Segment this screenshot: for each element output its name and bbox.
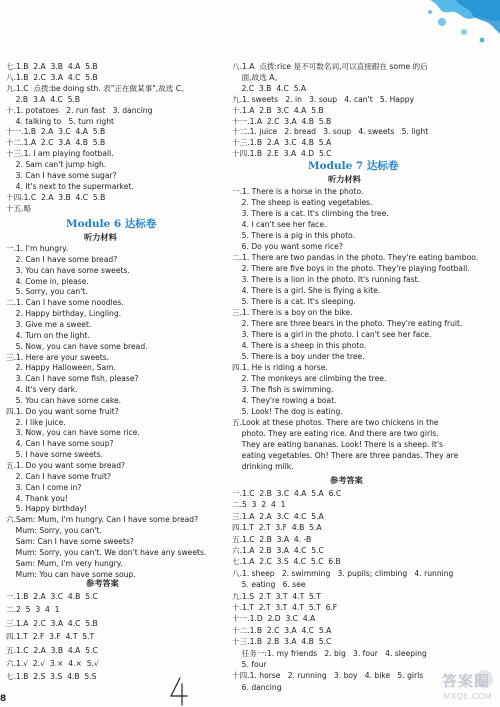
listening-line: 2. The monkeys are climbing the tree. [232,374,387,383]
answer-line: 任务一:1. my friends 2. big 3. four 4. sleeping [232,648,427,658]
answer-line: 面,故选 A。 [232,72,283,82]
answer-line: 四.1.T 2.F 3.F 4.T 5.T [6,632,95,642]
answer-line: 2.C 3.B 4.C 5.A [232,83,307,93]
answer-line: 4. talking to 5. turn right [6,116,114,126]
listening-line: 三.1. Here are your sweets. [6,352,110,362]
answer-line: 五.1.C 2.A 3.B 4.A 5.C [6,645,98,655]
answer-line: 3. Can I have some sugar? [6,171,117,180]
answer-line: 四.1.T 2.T 3.F 4.B 5.A [232,523,322,533]
answer-line: 十三.1.B 2.A 3.C 4.B 5.A [232,138,332,148]
listening-line: 4. There is a sheep in this photo. [232,341,367,350]
listening-line: 4. I can't see her face. [232,220,327,229]
listening-line: 5. There is a pig in this photo. [232,231,355,240]
listening-line: 4. Come in, please. [6,276,89,286]
listening-line: 2. There are five boys in the photo. They're playing football. [232,264,470,273]
listening-line: 3. There is a girl in the photo. I can't see her face. [232,330,432,339]
answer-line: 十二.1.B 2.C 3.A 4.C 5.A [232,625,332,635]
listening-line: drinking milk. [232,462,294,471]
answer-line: 八.1.A 点拨:rice 是不可数名词,可以直接跟在 some 的后 [232,62,428,71]
answer-line: 一.1.B 2.A 3.C 4.B 5.C [6,592,98,601]
listening-line: 四.1. He is riding a horse. [232,363,328,372]
listening-line: 一.1. I'm hungry. [6,244,69,253]
answer-line: 5. eating 6. see [232,580,306,590]
listening-line: 五.Look at these photos. There are two chickens in the [232,418,439,427]
listening-line: 4. It's very dark. [6,385,78,395]
answer-line: 十四.1. horse 2. running 3. boy 4. bike 5. girls [232,671,424,681]
listening-line: 5. Sorry, you can't. [6,287,88,297]
listening-line: 三.1. There is a boy on the bike. [232,308,353,317]
listening-line: 2. There are three bears in the photo. They're eating fruit. [232,319,463,328]
listening-line: Sam: Can I have some sweets? [6,536,134,546]
module6-title: Module 6 达标卷 [66,218,157,230]
listening-line: 五.1. Do you want some bread? [6,461,126,470]
answer-line: 十.1.A 2.B 3.C 4.A 5.B [232,105,324,115]
page-number: 8 [0,694,7,704]
listening-line: Mum: You can have some soup. [6,569,136,579]
watermark-url: MXQE.COM [443,692,492,701]
listening-line: 3. Now, you can have some rice. [6,428,140,438]
answer-line: 二.5 3 2 4 1 [232,500,286,510]
answer-line: 2. Sam can't jump high. [6,160,107,170]
answer-line: 十四.1.C 2.A 3.B 4.C 5.B [6,192,106,202]
answer-line: 七.1.A 2.C 3.S 4.C 5.C 6.B [232,557,341,567]
module6-answers-title: 参考答案 [86,578,119,588]
listening-line: 5. You can have some cake. [6,395,122,405]
answer-line: 五.1.C 2.B 3.A 4. -B [232,534,312,544]
listening-line: 5. Happy birthday! [6,504,88,514]
listening-line: 3. Give me a sweet. [6,319,92,329]
listening-line: 2. The sheep is eating vegetables. [232,198,373,207]
module7-answers-title: 参考答案 [330,475,363,485]
answer-line: 七.1.B 2.A 3.B 4.A 5.B [6,62,98,71]
answer-line: 十五.略 [6,203,32,213]
listening-line: 5. I have some sweets. [6,450,103,460]
answer-line: 4. It's next to the supermarket. [6,181,134,191]
listening-line: 3. Can I come in? [6,482,82,492]
listening-line: 3. The fish is swimming. [232,385,334,394]
listening-line: 3. There is a lion in the photo. It's running fast. [232,275,420,284]
listening-line: 四.1. Do you want some fruit? [6,406,119,416]
blue-splash-decoration [390,0,500,52]
listening-line: 六.Sam: Mum, I'm hungry. Can I have some bread? [6,515,199,525]
answer-line: 九.1. sweets 2. in 3. soup 4. can't 5. Happy [232,94,415,104]
listening-line: eating vegetables. Oh! There are three pandas. They are [232,451,459,460]
listening-line: 2. Can I have some fruit? [6,471,112,481]
module7-title: Module 7 达标卷 [308,160,399,172]
answer-line: 三.1.A 2.C 3.A 4.C 5.B [6,618,98,628]
listening-line: 2. I like juice. [6,417,66,427]
module7-subtitle: 听力材料 [328,174,361,184]
answer-line: 十一.1.B 2.A 3.C 4.A 5.B [6,127,106,137]
listening-line: 2. Happy Halloween, Sam. [6,363,116,373]
listening-line: 3. Can I have some fish, please? [6,374,139,384]
answer-line: 十.1. potatoes 2. run fast 3. dancing [6,105,153,115]
listening-line: Mum: Sorry, you can't. We don't have any sweets. [6,547,207,557]
answer-line: 十四.1.B 2.E 3.A 4.D 5.C [232,149,332,159]
answer-line: 六.1.√ 2.√ 3.× 4.× 5.√ [6,659,99,668]
listening-line: 3. There is a cat. It's climbing the tree. [232,209,389,218]
answer-line: 十一.1.A 2.C 3.A 4.B 5.B [232,116,332,126]
listening-line: 6. Do you want some rice? [232,242,343,251]
answer-line: 三.1.A 2.A 3.C 4.C 5.A [232,511,324,521]
answer-line: 十.1.T 2.T 3.T 4.T 5.T 6.F [232,603,338,612]
listening-line: 4. They're rowing a boat. [232,396,337,405]
answer-line: 二.2 5 3 4 1 [6,605,60,615]
listening-line: 3. You can have some sweets. [6,265,130,275]
listening-line: 5. There is a cat. It's sleeping. [232,297,356,306]
answer-line: 十二.1.A 2.C 3.A 4.B 5.B [6,138,106,148]
watermark-text: 答案圈 [441,673,490,690]
listening-line: 4. Can I have some soup? [6,439,114,449]
answer-line: 六.1.A 2.B 3.A 4.C 5.C [232,546,324,555]
listening-line: 二.1. Can I have some noodles. [6,298,124,308]
answer-line: 6. dancing [232,682,282,692]
listening-line: Mum: Sorry, you can't. [6,526,102,536]
answer-line: 十三.1. I am playing football. [6,149,114,159]
listening-line: 5. Look! The dog is eating. [232,407,343,416]
answer-line: 5. four [232,660,267,669]
listening-line: 二.1. There are two pandas in the photo. They're eating bamboo. [232,253,479,262]
listening-line: They are eating bananas. Look! There is a sheep. It's [232,440,444,449]
handwritten-mark-icon [168,676,190,706]
answer-line: 十三.1.B 2.B 3.A 4.B 5.C [232,637,332,647]
listening-line: 4. Thank you! [6,493,69,503]
answer-line: 十一.1.D 2.D 3.C 4.A [232,614,316,624]
listening-line: 2. Happy birthday, Lingling. [6,309,122,319]
listening-line: photo. They are eating rice. And there are two girls. [232,429,439,438]
answer-line: 一.1.C 2.B 3.C 4.A 5.A 6.C [232,489,342,498]
listening-line: 一.1. There is a horse in the photo. [232,187,364,196]
answer-line: 八.1.B 2.C 3.A 4.C 5.B [6,72,98,82]
answer-line: 七.1.B 2.S 3.S 4.B 5.S [6,672,97,682]
answer-line: 九.1.S 2.T 3.T 4.T 5.T [232,591,321,601]
module6-subtitle: 听力材料 [84,232,117,242]
listening-line: 5. Now, you can have some bread. [6,341,148,351]
listening-line: Sam: Mum, I'm very hungry. [6,558,123,568]
listening-line: 2. Can I have some bread? [6,254,118,264]
answer-line: 2.B 3.A 4.C 5.B [6,94,81,104]
answer-line: 九.1.C 点拨:be doing sth. 表"正在做某事",故选 C。 [6,83,189,93]
answer-line: 十二.1. juice 2. bread 3. soup 4. sweets 5. light [232,127,429,137]
listening-line: 4. Turn on the light. [6,330,90,340]
listening-line: 4. There is a girl. She is flying a kite. [232,286,381,295]
answer-line: 八.1. sheep 2. swimming 3. pupils; climbing 4. running [232,568,454,578]
listening-line: 5. There is a boy under the tree. [232,352,365,361]
